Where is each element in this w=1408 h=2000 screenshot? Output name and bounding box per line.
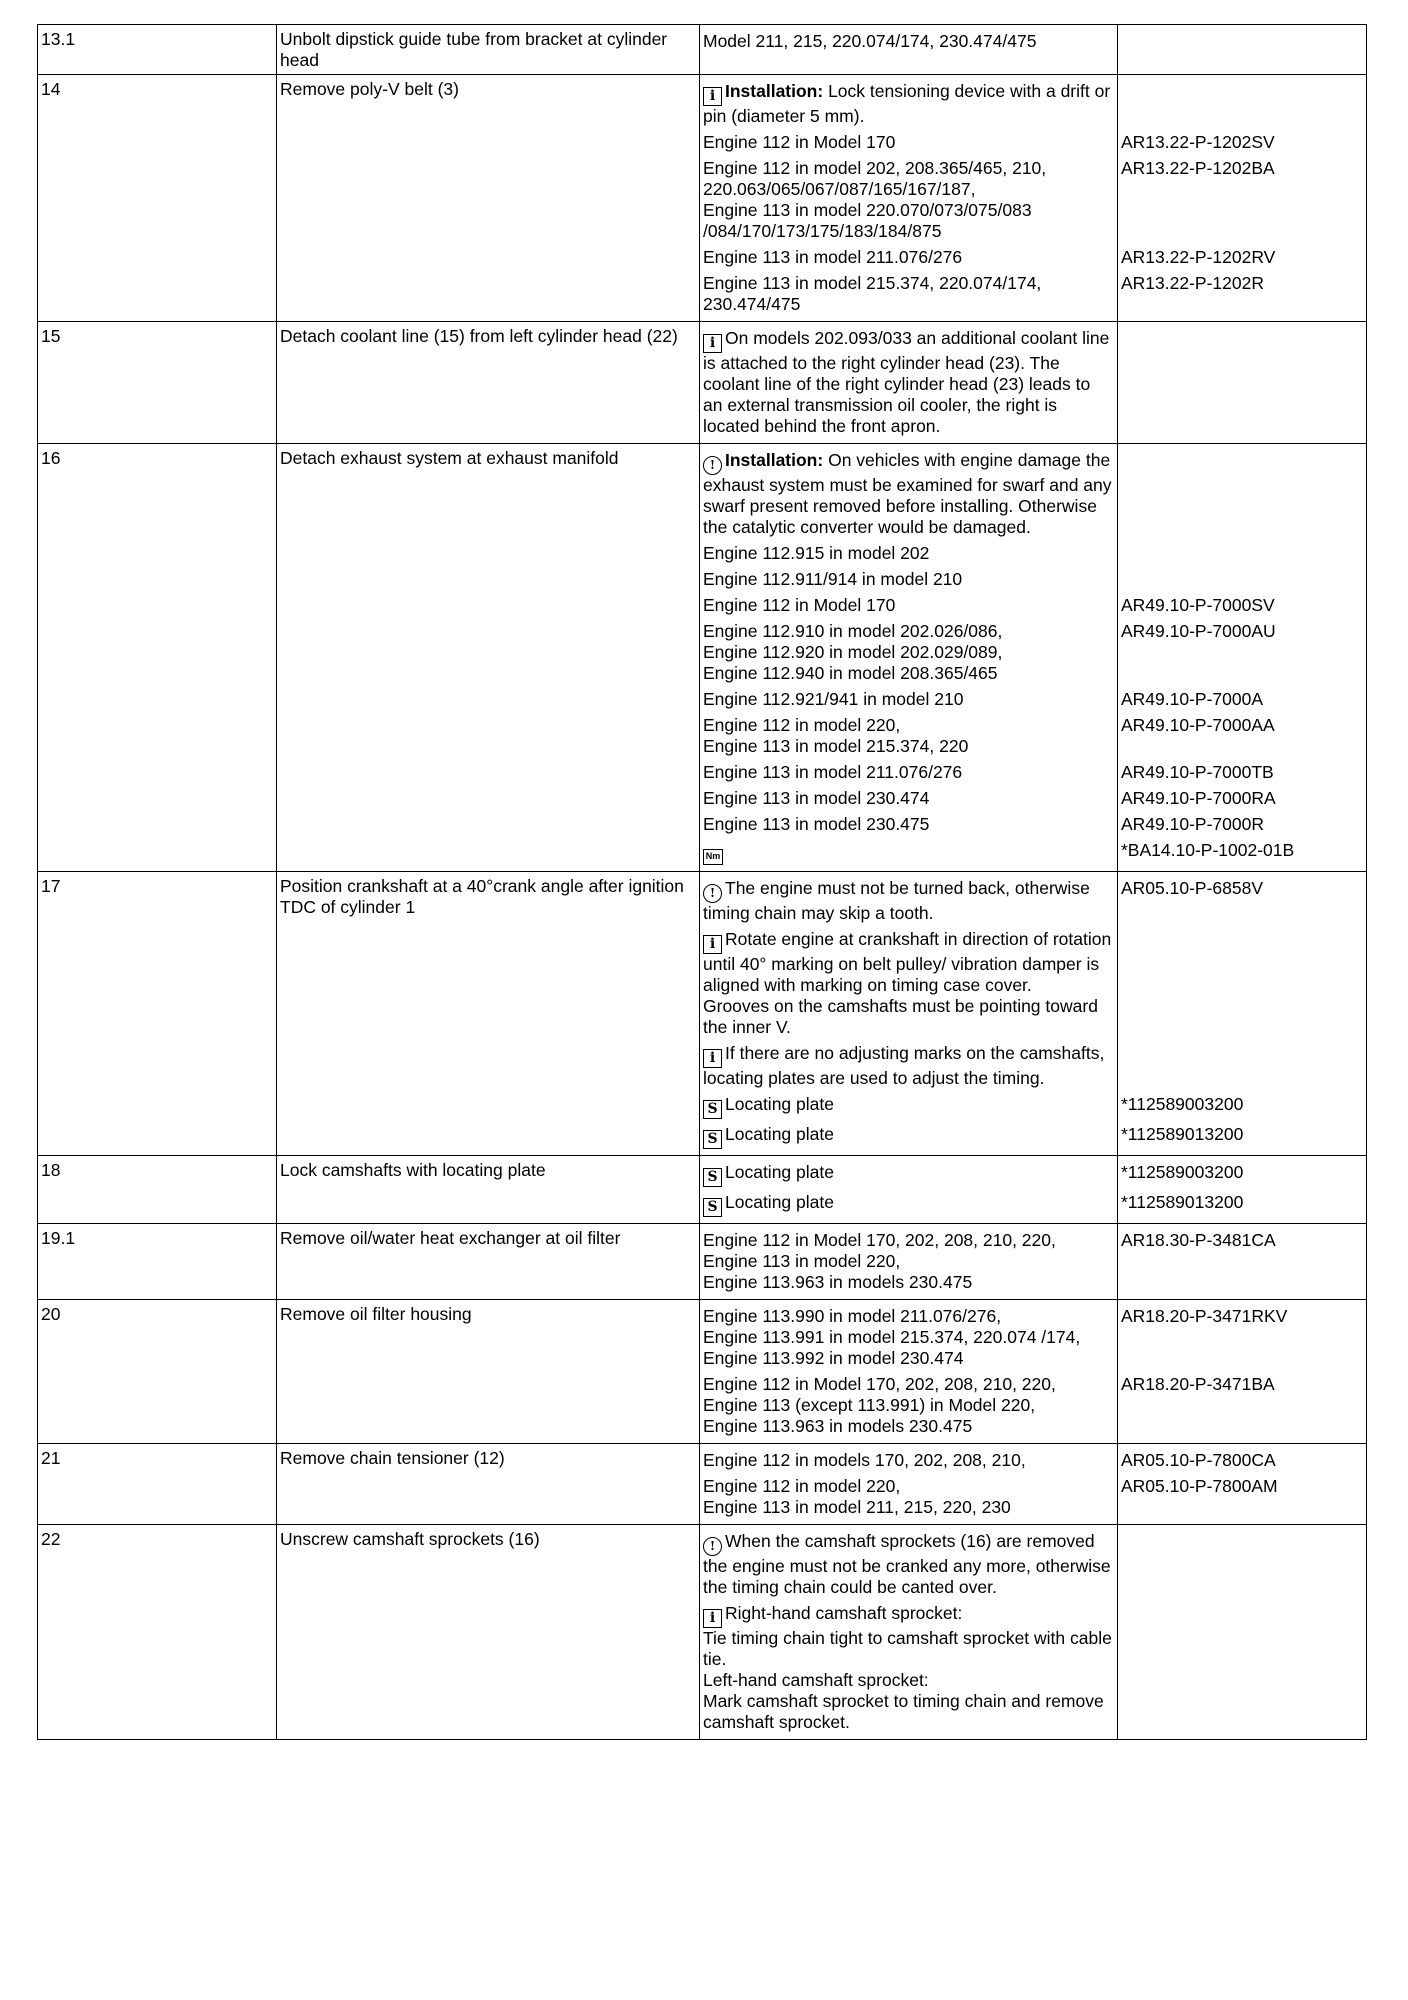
detail-entry <box>703 812 1114 838</box>
details-cell <box>700 322 1118 444</box>
reference-link[interactable]: AR13.22-P-1202RV <box>1121 247 1276 267</box>
detail-entry <box>703 541 1114 567</box>
reference-link <box>1121 1529 1363 1601</box>
reference-link[interactable]: *112589003200 <box>1121 1162 1244 1182</box>
operation-text: Remove poly-V belt (3) <box>277 75 700 322</box>
reference-link[interactable]: AR49.10-P-7000SV <box>1121 595 1275 615</box>
tool-icon: S <box>703 1168 722 1187</box>
details-cell <box>700 1444 1118 1525</box>
reference-link[interactable]: AR49.10-P-7000TB <box>1121 762 1274 782</box>
reference-link[interactable]: *112589013200 <box>1121 1124 1244 1144</box>
detail-entry <box>703 1160 1114 1190</box>
operation-text: Unscrew camshaft sprockets (16) <box>277 1525 700 1740</box>
detail-entry <box>703 130 1114 156</box>
reference-link <box>1121 79 1363 130</box>
reference-cell <box>1118 25 1367 75</box>
table-row <box>38 1525 1367 1740</box>
detail-text: Engine 113 in model 211.076/276 <box>703 762 963 782</box>
torque-icon: Nm <box>703 849 723 865</box>
detail-entry <box>703 1529 1114 1601</box>
detail-text: When the camshaft sprockets (16) are removed the engine must not be cranked any more, otherwise the timing chain could be canted over. <box>703 1531 1111 1597</box>
detail-text: Engine 112 in Model 170, 202, 208, 210, 220, Engine 113 (except 113.991) in Model 220, Engine 113.963 in models 230.475 <box>703 1374 1056 1436</box>
reference-link[interactable]: *112589003200 <box>1121 1094 1244 1114</box>
reference-link[interactable]: AR13.22-P-1202SV <box>1121 132 1275 152</box>
detail-text: Engine 112 in models 170, 202, 208, 210, <box>703 1450 1026 1470</box>
detail-label: Installation: <box>725 81 824 101</box>
detail-entry <box>703 567 1114 593</box>
reference-link <box>1121 448 1363 541</box>
detail-entry <box>703 1092 1114 1122</box>
reference-link[interactable]: AR05.10-P-7800CA <box>1121 1450 1276 1470</box>
table-row <box>38 444 1367 872</box>
details-cell <box>700 872 1118 1156</box>
detail-text: Engine 112 in Model 170 <box>703 595 896 615</box>
detail-entry <box>703 1448 1114 1474</box>
reference-link <box>1121 541 1363 567</box>
detail-entry <box>703 687 1114 713</box>
reference-cell <box>1118 444 1367 872</box>
reference-cell <box>1118 1444 1367 1525</box>
detail-text: Engine 112 in model 220, Engine 113 in model 215.374, 220 <box>703 715 969 756</box>
detail-entry <box>703 448 1114 541</box>
detail-entry <box>703 838 1114 868</box>
detail-text: Engine 112 in Model 170, 202, 208, 210, 220, Engine 113 in model 220, Engine 113.963 in models 230.475 <box>703 1230 1056 1292</box>
details-cell <box>700 1156 1118 1224</box>
reference-link[interactable]: AR49.10-P-7000R <box>1121 814 1264 834</box>
step-number: 14 <box>38 75 277 322</box>
reference-link[interactable]: AR49.10-P-7000RA <box>1121 788 1276 808</box>
reference-cell <box>1118 872 1367 1156</box>
reference-link <box>1121 567 1363 593</box>
caution-icon: ! <box>703 884 722 903</box>
table-row <box>38 1224 1367 1300</box>
tool-icon: S <box>703 1100 722 1119</box>
table-row <box>38 1444 1367 1525</box>
detail-text: Locating plate <box>725 1162 834 1182</box>
reference-link[interactable]: *112589013200 <box>1121 1192 1244 1212</box>
operation-text: Remove chain tensioner (12) <box>277 1444 700 1525</box>
detail-entry <box>703 326 1114 440</box>
tool-icon: S <box>703 1198 722 1217</box>
detail-text: Right-hand camshaft sprocket: Tie timing chain tight to camshaft sprocket with cable tie. Left-hand camshaft sprocket: Mark camshaft sprocket to timing chain and remove camshaft sprocket. <box>703 1603 1112 1732</box>
detail-entry <box>703 1601 1114 1736</box>
detail-entry <box>703 593 1114 619</box>
reference-link <box>1121 1041 1363 1092</box>
step-number: 17 <box>38 872 277 1156</box>
detail-entry <box>703 1228 1114 1296</box>
reference-link[interactable]: AR13.22-P-1202BA <box>1121 158 1275 178</box>
step-number: 22 <box>38 1525 277 1740</box>
detail-label: Installation: <box>725 450 824 470</box>
info-icon: i <box>703 334 722 353</box>
detail-text: Engine 113 in model 230.474 <box>703 788 930 808</box>
detail-entry <box>703 1474 1114 1521</box>
details-cell <box>700 75 1118 322</box>
operation-text: Remove oil filter housing <box>277 1300 700 1444</box>
detail-text: Engine 112.921/941 in model 210 <box>703 689 964 709</box>
info-icon: i <box>703 1049 722 1068</box>
step-number: 13.1 <box>38 25 277 75</box>
reference-link <box>1121 326 1363 440</box>
procedure-table-body <box>38 25 1367 1740</box>
reference-link[interactable]: AR18.20-P-3471BA <box>1121 1374 1275 1394</box>
reference-link[interactable]: AR05.10-P-6858V <box>1121 878 1264 898</box>
reference-link <box>1121 1601 1363 1736</box>
detail-text: If there are no adjusting marks on the camshafts, locating plates are used to adjust the timing. <box>703 1043 1105 1088</box>
detail-text: Model 211, 215, 220.074/174, 230.474/475 <box>703 31 1037 51</box>
detail-entry <box>703 619 1114 687</box>
detail-text: The engine must not be turned back, otherwise timing chain may skip a tooth. <box>703 878 1090 923</box>
reference-link <box>1121 29 1363 55</box>
detail-text: Engine 113.990 in model 211.076/276, Engine 113.991 in model 215.374, 220.074 /174, Engine 113.992 in model 230.474 <box>703 1306 1081 1368</box>
detail-entry <box>703 271 1114 318</box>
reference-cell <box>1118 322 1367 444</box>
detail-entry <box>703 245 1114 271</box>
reference-cell <box>1118 1156 1367 1224</box>
operation-text: Remove oil/water heat exchanger at oil filter <box>277 1224 700 1300</box>
detail-entry <box>703 1041 1114 1092</box>
detail-entry <box>703 1372 1114 1440</box>
reference-link <box>1121 927 1363 1041</box>
reference-link[interactable]: AR18.30-P-3481CA <box>1121 1230 1276 1250</box>
step-number: 20 <box>38 1300 277 1444</box>
details-cell <box>700 25 1118 75</box>
step-number: 16 <box>38 444 277 872</box>
detail-text: Engine 112.910 in model 202.026/086, Engine 112.920 in model 202.029/089, Engine 112.940 in model 208.365/465 <box>703 621 1003 683</box>
caution-icon: ! <box>703 1537 722 1556</box>
detail-entry <box>703 876 1114 927</box>
details-cell <box>700 444 1118 872</box>
detail-text: Engine 113 in model 230.475 <box>703 814 930 834</box>
procedure-document <box>37 24 1366 1740</box>
operation-text: Detach exhaust system at exhaust manifold <box>277 444 700 872</box>
table-row <box>38 1300 1367 1444</box>
detail-text: On models 202.093/033 an additional coolant line is attached to the right cylinder head (23). The coolant line of the right cylinder head (23) leads to an external transmission oil cooler, the right is located behind the front apron. <box>703 328 1110 436</box>
reference-link[interactable]: AR18.20-P-3471RKV <box>1121 1306 1288 1326</box>
step-number: 18 <box>38 1156 277 1224</box>
detail-entry <box>703 1190 1114 1220</box>
reference-link[interactable]: *BA14.10-P-1002-01B <box>1121 840 1295 860</box>
detail-text: Engine 112.911/914 in model 210 <box>703 569 963 589</box>
detail-text: Locating plate <box>725 1124 834 1144</box>
reference-cell <box>1118 1525 1367 1740</box>
detail-entry <box>703 1304 1114 1372</box>
tool-icon: S <box>703 1130 722 1149</box>
info-icon: i <box>703 935 722 954</box>
detail-text: Rotate engine at crankshaft in direction of rotation until 40° marking on belt pulley/ vibration damper is aligned with marking on timing case cover. Grooves on the camshafts must be pointing toward the inner V. <box>703 929 1112 1037</box>
reference-cell <box>1118 75 1367 322</box>
table-row <box>38 322 1367 444</box>
detail-text: On vehicles with engine damage the exhaust system must be examined for swarf and any swarf present removed before installing. Otherwise the catalytic converter would be damaged. <box>703 450 1112 537</box>
detail-entry <box>703 713 1114 760</box>
detail-entry <box>703 29 1114 55</box>
detail-entry <box>703 1122 1114 1152</box>
detail-entry <box>703 786 1114 812</box>
reference-link[interactable]: AR49.10-P-7000AU <box>1121 621 1276 641</box>
reference-link[interactable]: AR49.10-P-7000A <box>1121 689 1264 709</box>
detail-text: Engine 112 in model 220, Engine 113 in model 211, 215, 220, 230 <box>703 1476 1011 1517</box>
detail-text: Locating plate <box>725 1192 834 1212</box>
detail-text: Engine 112.915 in model 202 <box>703 543 930 563</box>
reference-link[interactable]: AR13.22-P-1202R <box>1121 273 1264 293</box>
detail-text: Locating plate <box>725 1094 834 1114</box>
step-number: 21 <box>38 1444 277 1525</box>
reference-link[interactable]: AR49.10-P-7000AA <box>1121 715 1275 735</box>
reference-link[interactable]: AR05.10-P-7800AM <box>1121 1476 1278 1496</box>
info-icon: i <box>703 1609 722 1628</box>
step-number: 15 <box>38 322 277 444</box>
operation-text: Lock camshafts with locating plate <box>277 1156 700 1224</box>
detail-text: Lock tensioning device with a drift or pin (diameter 5 mm). <box>703 81 1111 126</box>
details-cell <box>700 1525 1118 1740</box>
table-row <box>38 1156 1367 1224</box>
table-row <box>38 75 1367 322</box>
detail-entry <box>703 79 1114 130</box>
details-cell <box>700 1300 1118 1444</box>
operation-text: Detach coolant line (15) from left cylinder head (22) <box>277 322 700 444</box>
details-cell <box>700 1224 1118 1300</box>
step-number: 19.1 <box>38 1224 277 1300</box>
detail-entry <box>703 760 1114 786</box>
detail-text: Engine 112 in Model 170 <box>703 132 896 152</box>
detail-text: Engine 113 in model 215.374, 220.074/174, 230.474/475 <box>703 273 1042 314</box>
table-row <box>38 25 1367 75</box>
operation-text: Position crankshaft at a 40°crank angle after ignition TDC of cylinder 1 <box>277 872 700 1156</box>
detail-entry <box>703 927 1114 1041</box>
detail-text: Engine 112 in model 202, 208.365/465, 210, 220.063/065/067/087/165/167/187, Engine 113 in model 220.070/073/075/083 /084/170/173/175/183/184/875 <box>703 158 1047 241</box>
operation-text: Unbolt dipstick guide tube from bracket at cylinder head <box>277 25 700 75</box>
detail-text: Engine 113 in model 211.076/276 <box>703 247 963 267</box>
info-icon: i <box>703 87 722 106</box>
caution-icon: ! <box>703 456 722 475</box>
reference-cell <box>1118 1300 1367 1444</box>
table-row <box>38 872 1367 1156</box>
procedure-table <box>37 24 1367 1740</box>
reference-cell <box>1118 1224 1367 1300</box>
detail-entry <box>703 156 1114 245</box>
